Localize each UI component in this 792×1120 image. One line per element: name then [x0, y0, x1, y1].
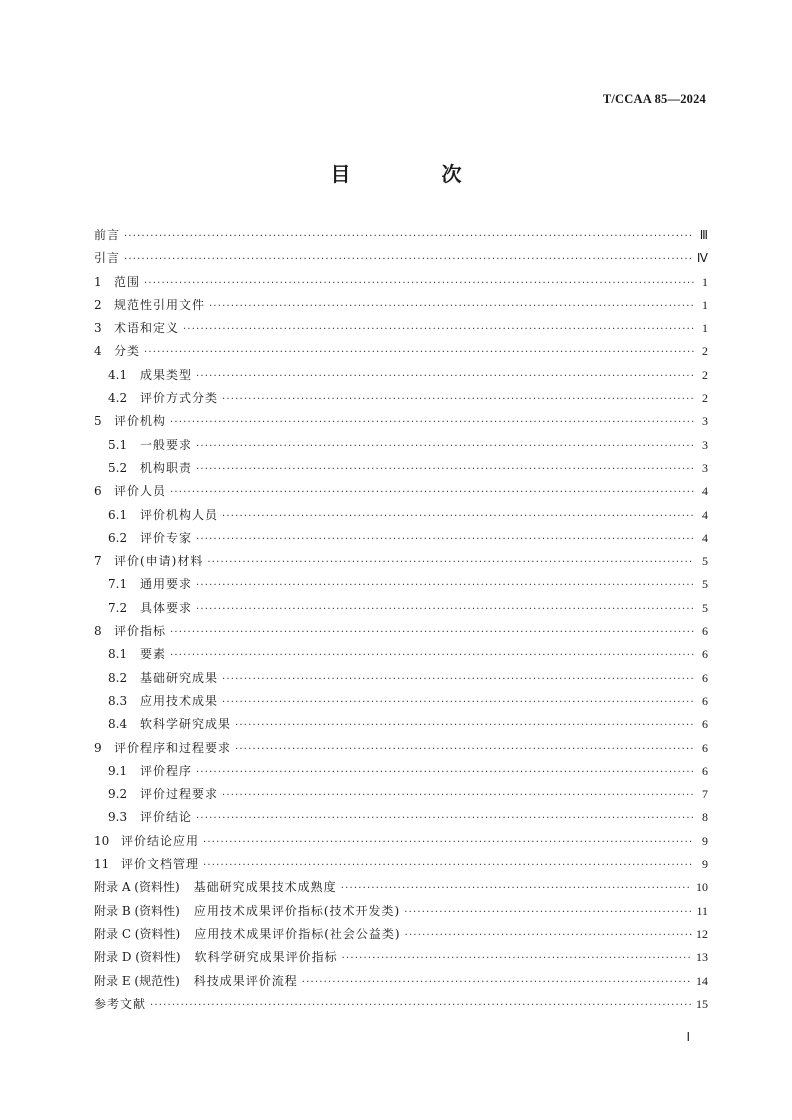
toc-dot-leader — [222, 394, 694, 405]
toc-entry-page: 10 — [696, 880, 708, 895]
toc-entry[interactable] — [94, 319, 708, 342]
toc-entry-label: 应用技术成果评价指标(社会公益类) — [194, 926, 401, 941]
toc-dot-leader — [196, 464, 694, 475]
toc-entry-annex: 附录 E (规范性) — [94, 973, 180, 988]
toc-entry-page: 13 — [696, 950, 708, 965]
toc-entry[interactable] — [94, 226, 708, 249]
toc-entry-number: 9.1 — [108, 763, 128, 778]
toc-entry-page: 5 — [702, 554, 708, 569]
toc-entry-label: 软科学研究成果评价指标 — [194, 950, 338, 965]
toc-dot-leader — [196, 371, 694, 382]
toc-entry-label: 评价结论 — [140, 810, 193, 825]
toc-entry-page: 2 — [702, 344, 708, 359]
toc-entry[interactable] — [94, 506, 708, 529]
toc-entry-page: 14 — [696, 973, 708, 988]
toc-entry-page: 1 — [702, 297, 708, 312]
toc-entry-label: 评价(申请)材料 — [114, 554, 204, 569]
toc-entry-page: 11 — [696, 903, 708, 918]
toc-entry-label: 引言 — [94, 251, 121, 266]
toc-entry-page: 1 — [702, 274, 708, 289]
toc-dot-leader — [404, 907, 692, 918]
toc-dot-leader — [124, 231, 694, 242]
toc-entry-page: 12 — [696, 926, 708, 941]
toc-entry-label: 范围 — [114, 274, 141, 289]
toc-dot-leader — [150, 1000, 692, 1011]
toc-entry-number: 4.1 — [108, 367, 128, 382]
toc-dot-leader — [170, 627, 694, 638]
toc-entry-page: 6 — [702, 624, 708, 639]
toc-entry-number: 8.3 — [108, 693, 128, 708]
toc-dot-leader — [235, 720, 694, 731]
toc-entry-page: 7 — [702, 787, 708, 802]
toc-entry[interactable] — [94, 273, 708, 296]
toc-entry-label: 评价机构人员 — [140, 507, 219, 522]
toc-entry-label: 评价人员 — [114, 484, 167, 499]
toc-dot-leader — [222, 697, 694, 708]
toc-dot-leader — [405, 930, 692, 941]
toc-entry[interactable] — [94, 972, 708, 995]
toc-dot-leader — [203, 860, 694, 871]
toc-entry-number: 10 — [94, 833, 110, 848]
toc-entry-label: 评价机构 — [114, 414, 167, 429]
toc-entry-number: 8.2 — [108, 670, 128, 685]
toc-entry[interactable] — [94, 645, 708, 668]
toc-entry-page: 2 — [702, 391, 708, 406]
toc-dot-leader — [222, 511, 694, 522]
page-title: 目 次 — [330, 162, 504, 186]
toc-entry-label: 具体要求 — [140, 600, 193, 615]
toc-entry-number: 1 — [94, 274, 102, 289]
toc-entry[interactable] — [94, 412, 708, 435]
toc-entry-label: 前言 — [94, 228, 121, 242]
toc-entry-label: 成果类型 — [140, 367, 193, 382]
toc-entry-number: 9.2 — [108, 787, 128, 802]
toc-entry[interactable] — [94, 529, 708, 552]
toc-entry-number: 11 — [94, 857, 110, 872]
toc-entry[interactable] — [94, 878, 708, 901]
toc-entry-label: 评价专家 — [140, 530, 193, 545]
toc-entry-page: 6 — [702, 717, 708, 732]
toc-entry-number: 8.1 — [108, 647, 128, 662]
toc-entry-label: 应用技术成果评价指标(技术开发类) — [193, 903, 401, 918]
toc-entry-label: 评价方式分类 — [140, 391, 219, 406]
toc-dot-leader — [342, 953, 692, 964]
toc-entry-label: 评价程序和过程要求 — [114, 740, 232, 755]
toc-entry-number: 7.1 — [108, 577, 128, 592]
toc-dot-leader — [235, 744, 694, 755]
toc-entry-label: 评价文档管理 — [121, 857, 200, 872]
toc-entry-number: 5 — [94, 414, 102, 429]
toc-entry[interactable] — [94, 855, 708, 878]
table-of-contents — [94, 226, 708, 1018]
toc-entry-page: 3 — [702, 414, 708, 429]
toc-dot-leader — [170, 417, 694, 428]
toc-dot-leader — [196, 441, 694, 452]
toc-dot-leader — [183, 324, 694, 335]
toc-entry[interactable] — [94, 436, 708, 459]
toc-entry-annex: 附录 A (资料性) — [94, 880, 180, 895]
toc-entry-label: 基础研究成果 — [140, 670, 219, 685]
toc-entry-page: 8 — [702, 810, 708, 825]
toc-entry[interactable] — [94, 669, 708, 692]
toc-dot-leader — [170, 487, 694, 498]
toc-entry-number: 2 — [94, 297, 102, 312]
toc-entry-page: 15 — [696, 996, 708, 1011]
toc-entry-label: 评价指标 — [114, 624, 167, 639]
toc-dot-leader — [196, 534, 694, 545]
toc-entry-page: Ⅳ — [696, 251, 708, 266]
page-number: Ⅰ — [686, 1030, 690, 1044]
toc-entry-number: 7 — [94, 554, 102, 569]
toc-entry[interactable] — [94, 902, 708, 925]
toc-entry[interactable] — [94, 808, 708, 831]
toc-entry[interactable] — [94, 482, 708, 505]
toc-dot-leader — [124, 254, 693, 265]
toc-entry[interactable] — [94, 692, 708, 715]
toc-dot-leader — [341, 883, 692, 894]
toc-entry-annex: 附录 C (资料性) — [94, 926, 181, 941]
toc-entry-number: 9.3 — [108, 810, 128, 825]
toc-entry-number: 6.2 — [108, 530, 128, 545]
toc-entry-label: 评价结论应用 — [121, 833, 200, 848]
toc-entry[interactable] — [94, 622, 708, 645]
toc-entry[interactable] — [94, 366, 708, 389]
toc-entry-page: 6 — [702, 647, 708, 662]
toc-dot-leader — [196, 580, 694, 591]
toc-entry-page: Ⅲ — [699, 228, 708, 242]
toc-entry-label: 应用技术成果 — [140, 693, 219, 708]
toc-entry-label: 机构职责 — [140, 460, 193, 475]
toc-entry-number: 6 — [94, 484, 102, 499]
toc-entry-page: 1 — [702, 321, 708, 336]
toc-entry-page: 3 — [702, 437, 708, 452]
toc-entry-page: 9 — [702, 833, 708, 848]
toc-entry-number: 6.1 — [108, 507, 128, 522]
toc-dot-leader — [196, 813, 694, 824]
toc-entry-label: 基础研究成果技术成熟度 — [193, 880, 337, 895]
toc-dot-leader — [203, 837, 694, 848]
toc-entry[interactable] — [94, 249, 708, 272]
toc-dot-leader — [196, 604, 694, 615]
toc-entry-label: 通用要求 — [140, 577, 193, 592]
toc-entry-page: 6 — [702, 740, 708, 755]
toc-entry-page: 4 — [702, 484, 708, 499]
toc-entry-number: 5.2 — [108, 460, 128, 475]
toc-entry[interactable] — [94, 296, 708, 319]
toc-entry[interactable] — [94, 552, 708, 575]
toc-entry-page: 6 — [702, 670, 708, 685]
toc-entry[interactable] — [94, 739, 708, 762]
toc-entry-label: 参考文献 — [94, 996, 147, 1011]
toc-entry-page: 4 — [702, 530, 708, 545]
toc-entry-page: 5 — [702, 577, 708, 592]
toc-entry-page: 5 — [702, 600, 708, 615]
toc-entry-page: 6 — [702, 693, 708, 708]
toc-entry-number: 8.4 — [108, 717, 128, 732]
toc-entry[interactable] — [94, 762, 708, 785]
toc-entry-number: 8 — [94, 624, 102, 639]
toc-entry-page: 9 — [702, 857, 708, 872]
document-code: T/CCAA 85—2024 — [602, 92, 706, 106]
toc-entry[interactable] — [94, 715, 708, 738]
toc-dot-leader — [144, 347, 694, 358]
toc-entry-annex: 附录 D (资料性) — [94, 950, 181, 965]
toc-entry[interactable] — [94, 832, 708, 855]
toc-entry[interactable] — [94, 925, 708, 948]
toc-entry-label: 术语和定义 — [114, 321, 180, 336]
toc-entry[interactable] — [94, 599, 708, 622]
toc-entry-number: 9 — [94, 740, 102, 755]
toc-entry[interactable] — [94, 575, 708, 598]
toc-dot-leader — [222, 790, 694, 801]
toc-entry-label: 分类 — [114, 344, 141, 359]
toc-entry-number: 5.1 — [108, 437, 128, 452]
toc-entry-label: 评价程序 — [140, 763, 193, 778]
toc-dot-leader — [209, 301, 694, 312]
toc-entry[interactable] — [94, 995, 708, 1018]
toc-entry-page: 2 — [702, 367, 708, 382]
toc-entry-page: 6 — [702, 763, 708, 778]
toc-entry[interactable] — [94, 342, 708, 365]
toc-entry-label: 规范性引用文件 — [114, 297, 206, 312]
toc-entry-label: 一般要求 — [140, 437, 193, 452]
toc-entry-label: 要素 — [140, 647, 167, 662]
toc-entry-label: 科技成果评价流程 — [193, 973, 298, 988]
toc-entry-number: 4.2 — [108, 391, 128, 406]
toc-entry-label: 软科学研究成果 — [140, 717, 232, 732]
toc-dot-leader — [196, 767, 694, 778]
toc-dot-leader — [222, 674, 694, 685]
toc-entry-label: 评价过程要求 — [140, 787, 219, 802]
toc-entry-number: 7.2 — [108, 600, 128, 615]
toc-entry-number: 4 — [94, 344, 102, 359]
toc-dot-leader — [144, 278, 694, 289]
toc-entry-page: 3 — [702, 460, 708, 475]
toc-dot-leader — [170, 650, 694, 661]
toc-entry[interactable] — [94, 459, 708, 482]
toc-entry-annex: 附录 B (资料性) — [94, 903, 180, 918]
toc-entry-number: 3 — [94, 321, 102, 336]
toc-entry-page: 4 — [702, 507, 708, 522]
toc-entry[interactable] — [94, 948, 708, 971]
toc-entry[interactable] — [94, 785, 708, 808]
toc-dot-leader — [207, 557, 694, 568]
toc-dot-leader — [302, 977, 692, 988]
toc-entry[interactable] — [94, 389, 708, 412]
